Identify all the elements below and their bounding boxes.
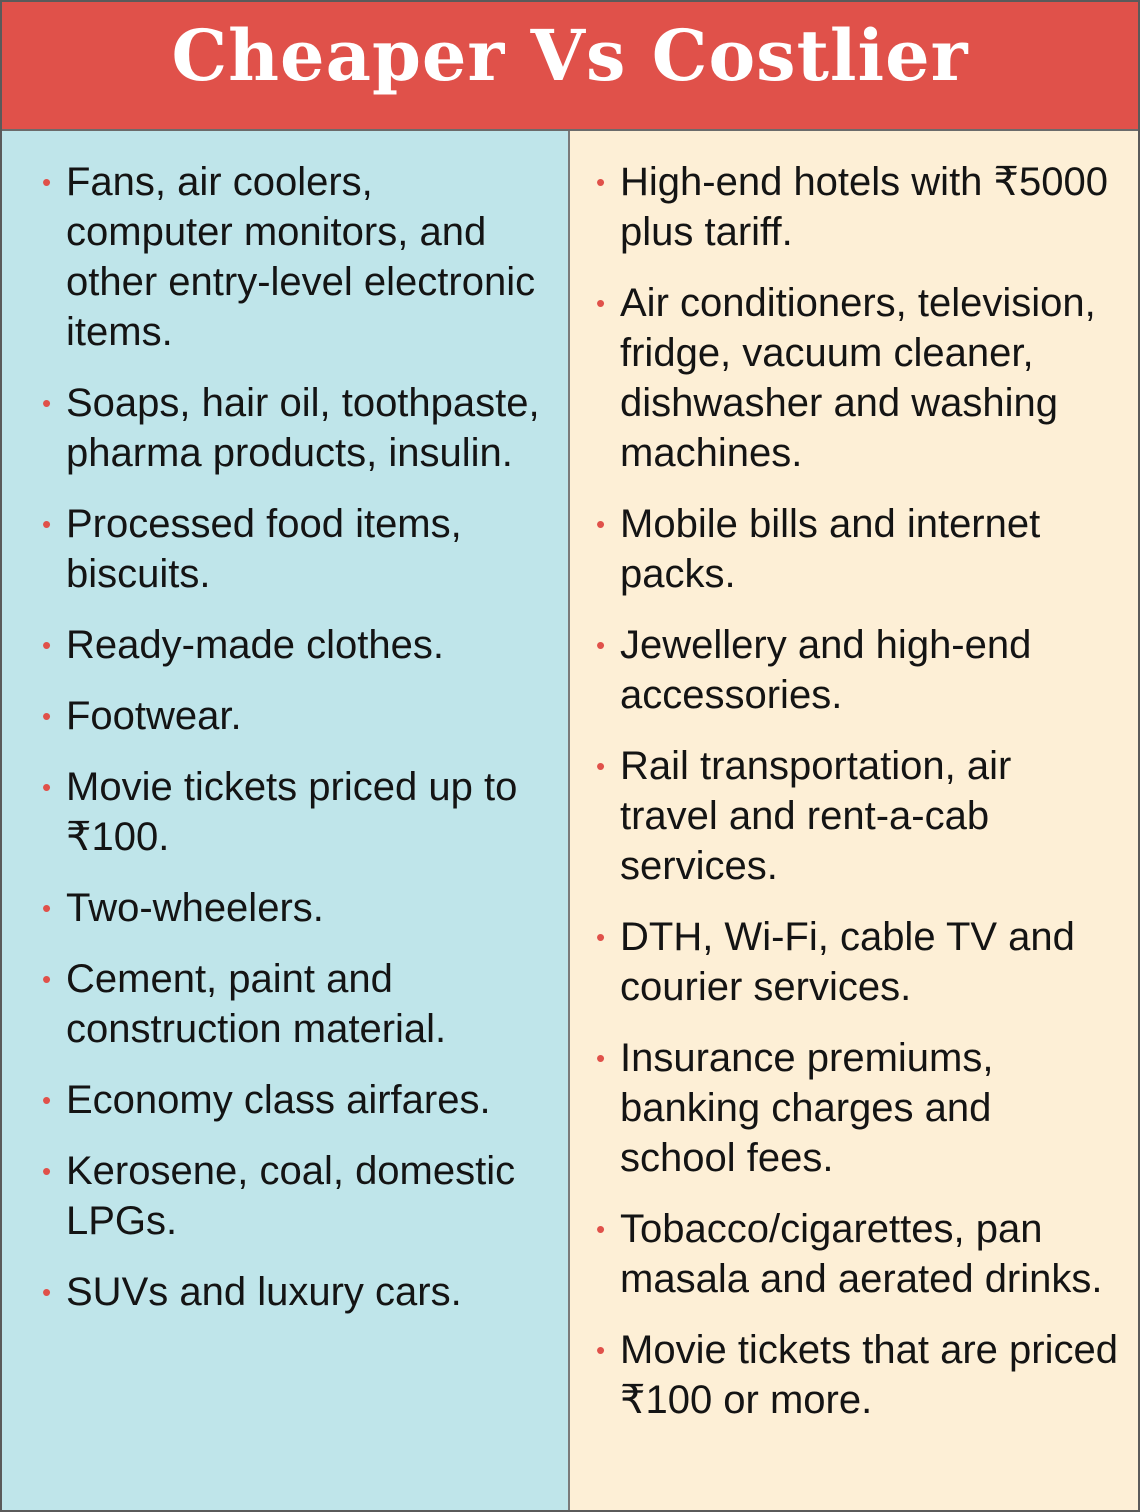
costlier-item: [596, 1033, 1118, 1183]
costlier-item: [596, 1204, 1118, 1304]
costlier-item-text: Mobile bills and internet packs.: [620, 502, 1041, 596]
costlier-item: [596, 1325, 1118, 1425]
cheaper-item: [42, 691, 548, 741]
page-title: Cheaper Vs Costlier: [171, 13, 969, 97]
cheaper-item: [42, 954, 548, 1054]
bullet-icon: •: [42, 964, 52, 994]
bullet-icon: •: [42, 1085, 52, 1115]
bullet-icon: •: [596, 922, 606, 952]
cheaper-item: [42, 1146, 548, 1246]
bullet-icon: •: [596, 167, 606, 197]
cheaper-item-text: Kerosene, coal, domestic LPGs.: [66, 1149, 516, 1243]
cheaper-item-text: Two-wheelers.: [66, 886, 324, 930]
bullet-icon: •: [42, 630, 52, 660]
costlier-list: [596, 157, 1118, 1425]
costlier-item-text: Tobacco/cigarettes, pan masala and aerated drinks.: [620, 1207, 1103, 1301]
bullet-icon: •: [42, 893, 52, 923]
cheaper-item: [42, 620, 548, 670]
bullet-icon: •: [596, 1043, 606, 1073]
costlier-item-text: Jewellery and high-end accessories.: [620, 623, 1032, 717]
bullet-icon: •: [596, 509, 606, 539]
bullet-icon: •: [596, 1214, 606, 1244]
cheaper-item-text: Movie tickets priced up to ₹100.: [66, 765, 518, 859]
costlier-item-text: DTH, Wi-Fi, cable TV and courier services.: [620, 915, 1075, 1009]
costlier-column: [570, 131, 1138, 1510]
bullet-icon: •: [42, 701, 52, 731]
bullet-icon: •: [596, 288, 606, 318]
bullet-icon: •: [42, 1156, 52, 1186]
bullet-icon: •: [42, 1277, 52, 1307]
cheaper-item-text: Ready-made clothes.: [66, 623, 444, 667]
costlier-item-text: High-end hotels with ₹5000 plus tariff.: [620, 160, 1108, 254]
costlier-item: [596, 912, 1118, 1012]
cheaper-item: [42, 499, 548, 599]
bullet-icon: •: [42, 772, 52, 802]
costlier-item: [596, 620, 1118, 720]
cheaper-item-text: Soaps, hair oil, toothpaste, pharma products, insulin.: [66, 381, 540, 475]
costlier-item: [596, 157, 1118, 257]
cheaper-item-text: Cement, paint and construction material.: [66, 957, 447, 1051]
cheaper-item: [42, 883, 548, 933]
cheaper-item-text: Fans, air coolers, computer monitors, and other entry-level electronic items.: [66, 160, 536, 354]
cheaper-item-text: Footwear.: [66, 694, 242, 738]
costlier-item-text: Rail transportation, air travel and rent-a-cab services.: [620, 744, 1012, 888]
bullet-icon: •: [596, 630, 606, 660]
cheaper-item: [42, 1075, 548, 1125]
cheaper-item-text: SUVs and luxury cars.: [66, 1270, 462, 1314]
costlier-item-text: Movie tickets that are priced ₹100 or more.: [620, 1328, 1118, 1422]
cheaper-item: [42, 1267, 548, 1317]
cheaper-item-text: Economy class airfares.: [66, 1078, 491, 1122]
costlier-item: [596, 499, 1118, 599]
bullet-icon: •: [42, 167, 52, 197]
costlier-item-text: Insurance premiums, banking charges and school fees.: [620, 1036, 994, 1180]
bullet-icon: •: [596, 1335, 606, 1365]
cheaper-item: [42, 378, 548, 478]
cheaper-item-text: Processed food items, biscuits.: [66, 502, 462, 596]
bullet-icon: •: [42, 509, 52, 539]
cheaper-column: [2, 131, 570, 1510]
header-banner: [2, 2, 1138, 131]
costlier-item: [596, 278, 1118, 478]
costlier-item: [596, 741, 1118, 891]
cheaper-item: [42, 762, 548, 862]
bullet-icon: •: [42, 388, 52, 418]
cheaper-item: [42, 157, 548, 357]
costlier-item-text: Air conditioners, television, fridge, vacuum cleaner, dishwasher and washing machines.: [620, 281, 1096, 475]
bullet-icon: •: [596, 751, 606, 781]
cheaper-list: [42, 157, 548, 1317]
